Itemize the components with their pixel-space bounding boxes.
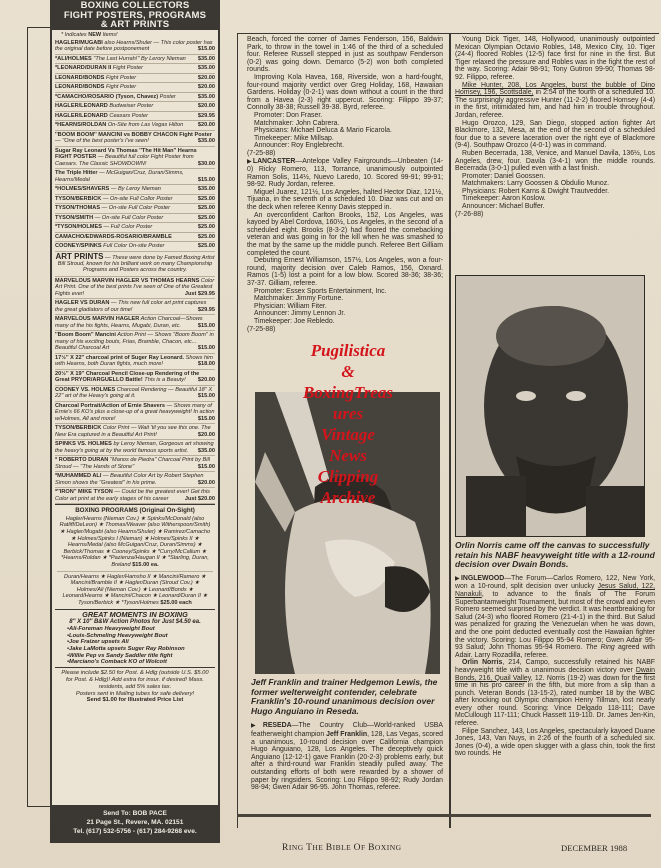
credit-line: Matchmaker: Jimmy Fortune. — [254, 295, 344, 303]
product-price: $15.00 — [197, 46, 215, 52]
article-paragraph: Beach, forced the corner of James Fenderson, 156, Baldwin Park, to throw in the towel in 1:46 of the third of a scheduled four. Referee Russell stepped in just as southpaw Fenderson (0-2) was going down. Demarco (5-2) won both completed rounds. — [247, 36, 443, 74]
product-title: ''BOOM BOOM'' MANCINI vs BOBBY CHACON Fight Poster — [55, 131, 212, 138]
article-paragraph: Hugo Orozco, 129, San Diego, stopped action fighter Art Blackmore, 132, Mesa, at the end of the second of a scheduled four due to a severe laceration over the right eye of Blackmore (9-4). Southpaw Orozco (4-0-1) was in command. — [455, 119, 655, 150]
product-item — [55, 370, 215, 386]
product-description: — Full Color Poster — [101, 224, 153, 230]
product-title: ''Boom Boom'' Mancini — [55, 332, 116, 339]
product-item — [55, 55, 215, 65]
product-price: $15.00 — [197, 393, 215, 400]
event-date: (7-26-88) — [455, 210, 484, 218]
product-description: Fight Poster — [104, 74, 137, 81]
product-item — [55, 102, 215, 112]
product-description: Budweiser Poster — [107, 103, 154, 109]
article-paragraph: An overconfident Carlton Brooks, 152, Los Angeles, was kayoed by Abel Cordova, 160½, Los Angeles, in the second of a scheduled eight. Brooks (8-3-2) had floored the comebacking veteran and was going in for the kill when he was smashed to the mat by the same up the middle punch. Referee Bert Gilliam completed the count. — [247, 211, 443, 257]
product-price: $20.00 — [197, 377, 215, 384]
product-item — [55, 74, 215, 84]
event-date: (7-25-88) — [247, 325, 276, 333]
product-item — [55, 456, 215, 472]
great-moments-section — [55, 609, 215, 668]
product-item — [55, 424, 215, 440]
credit-line: Matchmaker: John Cabrera. — [254, 119, 340, 127]
product-item — [55, 386, 215, 402]
product-price: $35.00 — [197, 186, 215, 192]
ad-header — [50, 0, 220, 30]
product-price: $29.95 — [197, 306, 215, 313]
ad-header-line: & ART PRINTS — [100, 19, 170, 30]
article-paragraph: Ruben Becerrada, 138, Venice, and Manuel Davila, 136½, Los Angeles, drew, four. Davila (3-4-1) won the middle rounds. Becerrada (3-0-1) pulled even with a fast finish. — [455, 149, 655, 173]
product-price: $35.00 — [197, 138, 215, 144]
programs-group-2: Duran/Hearns ★ Hagler/Hamsho II ★ Mancini/Ramero ★ Mancini/Bramble II ★ Hagler/Duran (Stroud Cov.) ★ Holmes/Ali (Nieman Cov.) ★ Leonard/Bonds ★ Leonard/Hearns ★ Mancini/Chacon ★ Leonard/Duran II ★ Tyson/Berbick ★ *Tyson/Holmes $25.00 each — [57, 571, 213, 607]
product-description: ''Manos de Piedra'' Charcoal Print by Bill Stroud — ''The Hands of Stone'' — [55, 457, 210, 470]
moment-item: • Joe Fraizer upsets Ali — [67, 639, 211, 646]
product-description: Fight Poster — [104, 84, 137, 90]
product-title: HAGLER/LEONARD — [55, 112, 108, 119]
product-description: Charcoal Rendering — Beautiful 18'' X 22'' art of the Heavy's going at it. — [55, 386, 213, 400]
product-title: HAGLER/MUGABI — [55, 39, 103, 46]
product-item — [55, 93, 215, 103]
product-title: HAGLER VS DURAN — [55, 300, 110, 307]
product-item — [55, 354, 215, 370]
right-column — [455, 36, 655, 218]
product-description: Color Art Print. One of the best prints I've seen of One of the Greatest Fights ever! — [55, 277, 215, 297]
product-item — [55, 64, 215, 74]
product-description: ''The Last Hurrah!'' By Lerory Nieman — [91, 55, 186, 62]
photo-caption: Orlin Norris came off the canvas to successfully retain his NABF heavyweight title with a 12-round decision over Dwain Bonds. — [455, 540, 655, 570]
product-price: $29.95 — [197, 112, 215, 119]
photo-orlin-norris — [455, 275, 645, 537]
magazine-title-footer: RING THE BIBLE OF BOXING — [282, 843, 402, 853]
credit-line: Timekeeper: Aaron Koslow. — [462, 195, 546, 203]
bottom-rule — [237, 814, 651, 817]
product-title: *ALI/HOLMES — [55, 55, 92, 62]
product-title: COONEY/SPINKS — [55, 243, 102, 249]
ad-header-line: BOXING COLLECTORS — [80, 0, 190, 11]
event-date: (7-25-88) — [247, 149, 276, 157]
credit-line: Physicians: Michael Deluca & Mario Ficarola. — [254, 127, 392, 135]
product-price: $20.00 — [197, 479, 215, 486]
moment-item: • Ali-Foreman Heavyweight Bout — [67, 626, 211, 633]
credit-line: Promoter: Don Fraser. — [254, 111, 323, 119]
ad-body — [50, 30, 220, 807]
product-item — [55, 472, 215, 488]
triangle-bullet-icon: ▶ — [247, 158, 253, 165]
product-description: also Hearns/Shuler — This color poster has the original date before postponement — [55, 39, 213, 52]
article-paragraph: Miguel Juarez, 121½, Los Angeles, halted Hector Diaz, 121½, Tijuana, in the seventh of a scheduled 10. Diaz was cut and on the deck when referee Kenny Davis stepped in. — [247, 188, 443, 212]
photo-franklin-celebration — [255, 392, 440, 674]
product-item — [55, 214, 215, 224]
credit-line: Promoter: Essex Sports Entertainment, Inc. — [254, 287, 387, 295]
product-description: — On-site Full Collor Poster — [101, 195, 173, 202]
product-price: $25.00 — [197, 205, 215, 211]
product-title: MARVELOUS MARVIN HAGLER — [55, 316, 140, 323]
product-description: — On-site Full Color Poster — [93, 214, 164, 221]
product-description: Action Print — Shows ''Boom Boom'' in many of his exciting bouts, Frias, Bramble, Chacon, etc... Beautiful Charcoal Art — [55, 332, 214, 352]
ordering-info — [55, 667, 215, 706]
moment-item: • Louis-Schmeling Heavyweight Bout — [67, 633, 211, 640]
product-description: — Beautiful Color Art by Robert Stephen Simon shows the ''Greatest'' in his prime. — [55, 473, 204, 486]
moment-item: • Willie Pep vs Sandy Saddler title fight — [67, 653, 211, 660]
product-description: — This new full color art print captures the great gladiators of our time! — [55, 300, 207, 313]
product-title: TYSON/SMITH — [55, 214, 94, 221]
product-description: Full Color On-site Poster — [101, 243, 165, 249]
product-price: $15.00 — [197, 322, 215, 329]
product-description: — By Leroy Nieman — [109, 186, 161, 192]
product-title: HAGLER/LEONARD — [55, 103, 108, 109]
product-title: 20½'' X 19'' Charcoal Pencil Close-up Rendering of the Great PRYOR/ARGUELLO Battle! — [55, 370, 200, 384]
contact-phone: Tel. (617) 532-5756 - (617) 284-9268 eve. — [73, 828, 197, 835]
product-title: CAMACHO/EDWARDS-ROSARIO/BRAMBLE — [55, 233, 172, 240]
credit-line: Timekeeper: Joe Rebledo. — [254, 317, 335, 325]
product-title: *LEONARD/DURAN II — [55, 65, 112, 71]
product-price: $20.00 — [197, 431, 215, 438]
product-description: Fight Poster — [111, 65, 143, 71]
product-price: $35.00 — [197, 447, 215, 454]
shipping-note: Please include $2.50 for Post. & Hdlg (outside U.S. $5.00 for Post. & Hdlg)! Add extra for insur. if desired! Mass. residents, add 5% sales tax. — [61, 670, 209, 690]
product-price: $25.00 — [197, 195, 215, 202]
price-list-note: Send $1.00 for Illustrated Price List — [86, 697, 184, 704]
product-description: — Beautiful full color Fight Poster from Caesars. The Classic SHOWDOWN! — [55, 154, 194, 167]
product-description: This is a Beauty! — [142, 377, 186, 384]
product-description: — Could be the greatest ever! Get this Color art print at the early stages of his career — [55, 489, 210, 502]
credit-line: Physicians: Robert Karns & Dwight Trautvedder. — [462, 187, 610, 195]
product-price: Just $20.00 — [184, 495, 215, 502]
product-title: LEONARD/BONDS — [55, 84, 105, 90]
product-description: Shows him with Hearns, both Duran fights, much more! — [55, 354, 213, 368]
product-description: — McGuigan/Cruz, Duran/Simms, Hearns/Medal — [55, 170, 184, 183]
product-title: *''IRON'' MIKE TYSON — [55, 489, 113, 496]
product-description: Ceasars Poster — [107, 112, 148, 119]
product-item — [55, 402, 215, 425]
product-item — [55, 440, 215, 456]
product-price: $30.00 — [197, 160, 215, 167]
product-item — [55, 488, 215, 504]
product-description: On-Site from Las Vegas Hilton — [106, 122, 184, 128]
credit-line: Announcer: Jimmy Lennon Jr. — [254, 310, 346, 318]
art-prints-heading: ART PRINTS — These were done by Famed Boxing Artist Bill Stroud, known for his brilliant work on many Championship Programs and Posters across the country. — [55, 252, 215, 277]
article-paragraph: Young Dick Tiger, 148, Hollywood, unanimously outpointed Mexican Olympian Octavio Robles, 148, Mexico City, 10. Tiger (24-4) floored Robles (12-5) face first for nine in the first. But Tiger relaxed the pressure and Robles was in the fight the rest of the way. Scoring: Adair 98-91; Tony Gutiron 99-90; Thomas 98-92. Filippo, referee. — [455, 36, 655, 81]
product-title: *HOLMES/SHAVERS — [55, 186, 110, 192]
product-price: $20.00 — [197, 103, 215, 109]
art-print-list — [55, 277, 215, 505]
article-paragraph: Improving Kola Havea, 168, Riverside, won a hard-fought, four-round majority verdict over Greg Holiday, 168, Hawaiian Gardens. Holiday (0-2-1) was down without a count in the third from a Havea (2-3) right uppercut. Scoring: Filippo 39-37; Connolly 38-38; Russell 39-38. Byrd, referee. — [247, 73, 443, 112]
product-description: Color Print — Wait 'til you see this one. The New Era captured in a Beautiful Art Print! — [55, 425, 211, 438]
product-price: $35.00 — [197, 55, 215, 62]
product-price: Just $29.95 — [184, 290, 215, 297]
product-title: * ROBERTO DURAN — [55, 457, 109, 464]
product-item — [55, 169, 215, 185]
credit-line: Announcer: Michael Buffer. — [462, 203, 545, 211]
product-price: $25.00 — [197, 214, 215, 221]
credit-line: Promoter: Daniel Goossen. — [462, 172, 546, 180]
product-item — [55, 331, 215, 354]
product-title: Sugar Ray Leonard Vs Thomas ''The Hit Man'' Hearns FIGHT POSTER — [55, 147, 197, 160]
photo-caption: Jeff Franklin and trainer Hedgemon Lewis, the former welterweight contender, celebrate Franklin's 10-round unanimous decision over Hugo Anguiano in Reseda. — [251, 677, 438, 716]
product-price: $35.00 — [197, 93, 215, 100]
ad-header-line: FIGHT POSTERS, PROGRAMS — [63, 9, 207, 21]
article-paragraph: ▶INGLEWOOD—The Forum—Carlos Romero, 122, New York, won a 10-round, split decision over unlucky Jesus Salud, 122, Nanakuli, to advance to the finals of The Forum Superbantamweight Tournament, but most of the crowd and even Romero seemed surprised by the verdict. It was heartbreaking for Salud (24-3) who floored Romero (21-4-1) in the third. But Salud was penalized for grazing the Venezuelan when he was down, and the one point deducted eventually cost the Hawaiian fighter the victory. Scoring: Lou Filippo 95-94 Romero; Gwen Adair 95-93 Salud; John Thomas 95-94 Romero. The Ring agreed with Adair. Larry Rozadilla, referee. — [455, 574, 655, 659]
product-item — [55, 299, 215, 315]
moments-heading: GREAT MOMENTS IN BOXING — [82, 609, 188, 619]
article-paragraph: ▶LANCASTER—Antelope Valley Fairgrounds—Unbeaten (14-0) Ricky Romero, 113, Torrance, unanimously outpointed Ramon Solis, 114½, Nuevo Laredo, 10. Scored 99-91; 99-91; 98-92. Rudy Jordan, referee. — [247, 157, 444, 189]
moments-list — [59, 626, 211, 666]
product-description: — ''One of the best poster's I've seen! — [55, 138, 149, 144]
product-item — [55, 195, 215, 205]
product-price: $20.00 — [197, 122, 215, 128]
triangle-bullet-icon: ▶ — [251, 723, 263, 730]
product-title: *MUHAMMED ALI — [55, 473, 102, 480]
product-item — [55, 131, 215, 147]
article-paragraph: ▶RESEDA—The Country Club—World-ranked USBA featherweight champion Jeff Franklin, 128, Las Vegas, scored a unanimous, 10-round decision over California champion Hugo Anguiano, 128, Los Angeles. The deceptively quick Anguiano (12-12-1) gave Franklin (20-2-3) problems early, but after a third-round war Franklin steadily pulled away. The outstanding efforts of both were rewarded by a shower of paper by ringsiders. Scoring: Lou Filippo 98-92; Rudy Jordan 98-94; Gwen Adair 96-95. John Thomas, referee. — [251, 722, 443, 792]
programs-heading: BOXING PROGRAMS (Original On-Sight) — [75, 507, 195, 515]
boxing-programs-section — [55, 504, 215, 608]
product-item — [55, 147, 215, 170]
article-paragraph: Mike Hunter, 208, Los Angeles, burst the bubble of Dino Homsey, 196, Scottsdale, in 2:54 of the fourth of a scheduled 10. The surprisingly aggressive Hunter (11-2-2) floored Homsey (4-4) in the first, intimidated him, and had him in trouble throughout. Jordan, referee. — [455, 81, 655, 119]
moment-item: • Marciano's Comback KO of Wolcott — [67, 659, 211, 666]
product-item — [55, 83, 215, 93]
article-paragraph: Debuting Ernest Williamson, 157½, Los Angeles, won a four-round, majority decision over Caleb Ramos, 156, Oxnard. Ramos (1-5) lost a point for a low blow. Scored 38-36; 38-36; 37-37. Gilliam, referee. — [247, 257, 443, 287]
product-item — [55, 233, 215, 243]
product-item — [55, 112, 215, 122]
product-description: — Shows many of Ernie's 66 KO's plus a close-up of a great heavyweight! In action w/Holmes, All and more! — [55, 402, 215, 422]
photo-illustration — [456, 276, 644, 536]
product-price: $25.00 — [197, 224, 215, 230]
moments-subheading: 8'' X 10'' B&W Action Photos for Just $4.50 ea. — [69, 619, 201, 626]
product-title: TYSON/BERBICK — [55, 195, 102, 202]
product-title: *CAMACHO/ROSARIO (Tyson, Chavez) — [55, 93, 159, 100]
product-price: $20.00 — [197, 74, 215, 81]
issue-date: DECEMBER 1988 — [561, 843, 628, 853]
product-title: The Triple Hitter — [55, 170, 98, 176]
product-price: $20.00 — [197, 84, 215, 90]
ad-contact-footer — [50, 807, 220, 843]
photo-illustration — [255, 392, 440, 674]
product-price: $15.00 — [197, 415, 215, 422]
product-title: Charcoal Portrait/Action of Ernie Shavers — [55, 402, 166, 409]
middle-column — [247, 36, 443, 333]
mailing-note: Posters sent in Mailing tubes for safe delivery! — [75, 690, 195, 697]
product-price: $18.00 — [197, 361, 215, 368]
product-title: LEONARD/BONDS — [55, 74, 105, 81]
contact-name: Send To: BOB PACE — [103, 810, 167, 817]
product-title: TYSON/BERBICK — [55, 425, 102, 432]
article-paragraph: Orlin Norris, 214, Campo, successfully retained his NABF heavyweight title with a unanimous decision victory over Dwain Bonds, 216, Quail Valley, 12. Norris (19-2) was down for the first time in his pro career in the fifth, but more from a slip than a punch. Veteran Bonds (13-15-2), rated number 18 by the WBC after knocking out Olympic champion Henry Tillman, lost nearly every other round. Scoring: Vince Delgado 118-111; Dave McCullough 117-111; Chuck Hassett 119-110. Dr. James Jen-Kin, referee. — [455, 659, 656, 728]
product-description: by Leroy Nieman, Gorgeous art showing the heavy's going at by the world famous sports artist. — [55, 441, 214, 454]
poster-list — [55, 39, 215, 252]
franklin-caption-block — [251, 678, 443, 792]
product-price: $35.00 — [197, 65, 215, 71]
norris-caption-block — [455, 541, 655, 758]
triangle-bullet-icon: ▶ — [455, 575, 461, 582]
credit-line: Physician: William Fiter. — [254, 302, 327, 310]
credit-line: Matchmakers: Larry Goossen & Obdulio Munoz. — [462, 180, 610, 188]
product-item — [55, 185, 215, 195]
product-title: *HEARNS/ROLDAN — [55, 122, 107, 128]
product-item — [55, 277, 215, 300]
product-price: $15.00 — [197, 176, 215, 183]
product-title: 17½'' X 22'' charcoal print of Suger Ray Leonard. — [55, 354, 185, 361]
product-description: Action Charcoal—Shows many of the his fights, Hearns, Mugabi, Duran, etc. — [55, 316, 203, 329]
product-price: $25.00 — [197, 243, 215, 249]
product-title: COONEY VS. HOLMES — [55, 386, 116, 393]
product-price: $15.00 — [197, 345, 215, 352]
contact-address: 21 Page St., Revere, MA. 02151 — [86, 819, 184, 826]
product-price: $25.00 — [197, 233, 215, 240]
product-item — [55, 121, 215, 131]
article-paragraph: Filipe Sanchez, 143, Los Angeles, spectacularly kayoed Duane Jones, 143, Van Nuys, in 2:26 of the fourth of a scheduled six. Jones (0-4), a wide open slugger with a glass chin, took the first two rounds. He — [455, 727, 655, 758]
product-title: TYSON/THOMAS — [55, 205, 101, 211]
credit-line: Announcer: Roy Englebrecht. — [254, 142, 345, 150]
archive-watermark: Pugilistica & BoxingTreas ures Vintage News Clipping Archive — [302, 341, 394, 507]
product-description: — On-site Full Color Poster — [100, 205, 171, 211]
moment-item: • Jake LaMotta upsets Suger Ray Robinson — [67, 646, 211, 653]
product-description: Poster — [158, 93, 176, 100]
product-title: *TYSON/HOLMES — [55, 224, 102, 230]
product-title: SPINKS VS. HOLMES — [55, 441, 112, 448]
product-item — [55, 204, 215, 214]
product-title: MARVELOUS MARVIN HAGLER VS THOMAS HEARNS — [55, 277, 200, 284]
programs-group-1: Hagler/Hearns (Nieman Cov.) ★ Spinks/McDonald (also Ratliff/DeLeon) ★ Thomas/Weaver (also Witherspoon/Smith) ★ Hagler/Mugabi (also Hearns/Shuler) ★ Ramirez/Camacho ★ Holmes/Spinks I (Nieman) ★ Holmes/Spinks II ★ Hearns/Medal (also McGuigan/Cruz, Duran/Simms) ★ Berbick/Thomas ★ Cooney/Spinks ★ *Curry/McCallum ★ *Hearns/Roldan ★ *Pazienza/Haugan II ★ *Starling, Duran, Breland $15.00 ea. — [59, 515, 211, 568]
new-items-note: * Indicates NEW Items! — [61, 32, 118, 38]
product-item — [55, 242, 215, 252]
product-item — [55, 39, 215, 55]
credit-line: Timekeeper: Mike Millsap. — [254, 134, 334, 142]
column-divider — [449, 33, 451, 828]
product-price: $15.00 — [197, 463, 215, 470]
product-item — [55, 223, 215, 233]
product-item — [55, 315, 215, 331]
